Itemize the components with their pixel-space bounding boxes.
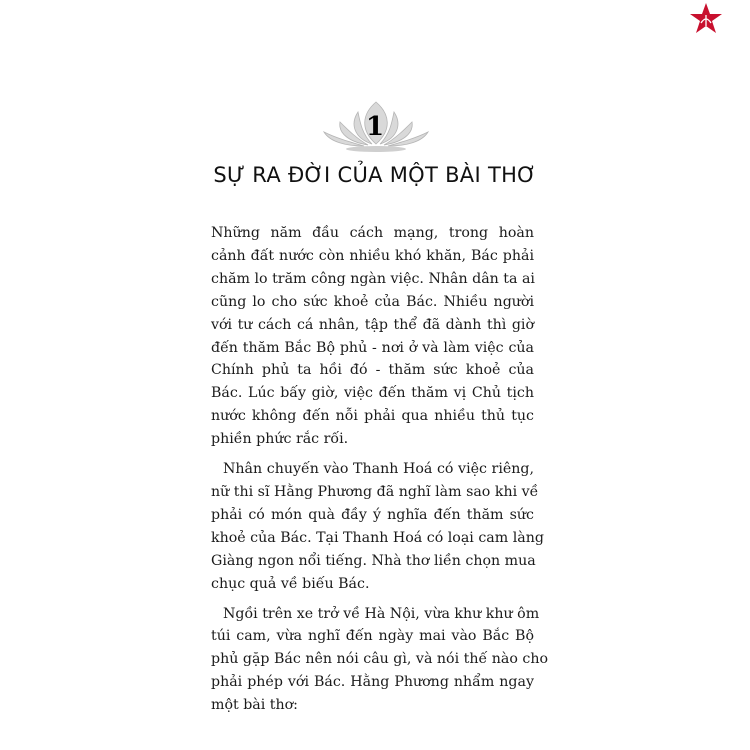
text-line: phải phép với Bác. Hằng Phương nhẩm ngay xyxy=(211,674,534,691)
text-line: phiền phức rắc rối. xyxy=(211,431,349,448)
text-line: Ngồi trên xe trở về Hà Nội, vừa khư khư ôm xyxy=(223,605,540,622)
text-line: Nhân chuyến vào Thanh Hoá có việc riêng, xyxy=(223,461,534,478)
text-line: Giàng ngon nổi tiếng. Nhà thơ liền chọn mua xyxy=(211,552,536,569)
text-line: Chính phủ ta hồi đó - thăm sức khoẻ của xyxy=(211,362,534,379)
text-line: phủ gặp Bác nên nói câu gì, và nói thế nào cho xyxy=(211,651,548,668)
text-line: với tư cách cá nhân, tập thể đã dành thì giờ xyxy=(211,316,534,333)
text-line: chục quả về biếu Bác. xyxy=(211,575,370,592)
text-line: nữ thi sĩ Hằng Phương đã nghĩ làm sao khi về xyxy=(211,483,539,500)
text-line: khoẻ của Bác. Tại Thanh Hoá có loại cam làng xyxy=(211,529,544,546)
text-line: túi cam, vừa nghĩ đến ngày mai vào Bắc Bộ xyxy=(211,628,534,645)
text-line: cảnh đất nước còn nhiều khó khăn, Bác phải xyxy=(211,247,534,264)
chapter-number: 1 xyxy=(365,112,385,142)
paragraph-1 xyxy=(211,222,534,451)
publisher-star-logo-icon xyxy=(684,2,728,38)
text-line: Những năm đầu cách mạng, trong hoàn xyxy=(211,225,534,241)
text-line: đến thăm Bắc Bộ phủ - nơi ở và làm việc của xyxy=(211,339,534,356)
text-line: một bài thơ: xyxy=(211,697,298,714)
text-line: nước không đến nỗi phải qua nhiều thủ tục xyxy=(211,408,534,425)
chapter-body xyxy=(211,222,548,724)
chapter-title: SỰ RA ĐỜI CỦA MỘT BÀI THƠ xyxy=(213,163,537,187)
paragraph-2 xyxy=(211,458,544,595)
paragraph-3 xyxy=(211,603,548,718)
text-line: chăm lo trăm công ngàn việc. Nhân dân ta ai xyxy=(211,270,535,287)
text-line: cũng lo cho sức khoẻ của Bác. Nhiều người xyxy=(211,293,534,310)
text-line: Bác. Lúc bấy giờ, việc đến thăm vị Chủ tịch xyxy=(211,385,534,402)
text-line: phải có món quà đầy ý nghĩa đến thăm sức xyxy=(211,506,534,523)
